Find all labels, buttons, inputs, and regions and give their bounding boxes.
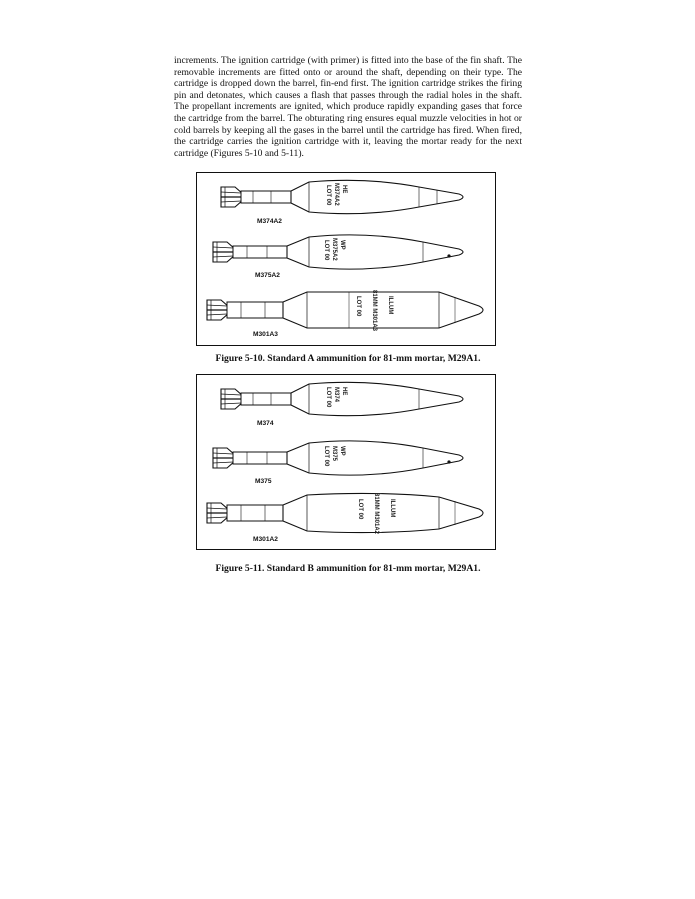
- stencil-model: 81MM M301A2: [373, 493, 379, 535]
- figure-5-11: [196, 374, 496, 550]
- stencil-type: WP: [339, 240, 345, 250]
- figure-5-10-caption: Figure 5-10. Standard A ammunition for 81-mm mortar, M29A1.: [215, 353, 481, 364]
- round-label: M374: [257, 420, 274, 427]
- body-paragraph: increments. The ignition cartridge (with primer) is fitted into the base of the fin shaft. The removable increments are fitted onto or around the shaft, depending on their type. The cartridge is dropped down the barrel, fin-end first. The ignition cartridge strikes the firing pin and detonates, which causes a flash that passes through the radial holes in the shaft. The propellant increments are ignited, which produce rapidly expanding gases that force the cartridge from the barrel. The obturating ring ensures equal muzzle velocities in hot or cold barrels by keeping all the gases in the barrel until the cartridge has fired. When fired, the cartridge carries the ignition cartridge with it, leaving the mortar ready for the next cartridge (Figures 5-10 and 5-11).: [174, 55, 522, 159]
- round-m374: [221, 382, 463, 427]
- round-m301a2: [207, 493, 483, 543]
- figure-5-11-caption: Figure 5-11. Standard B ammunition for 81-mm mortar, M29A1.: [215, 563, 481, 574]
- stencil-type: HE: [341, 185, 347, 194]
- figure-5-11-illustration: [197, 375, 495, 549]
- round-label: M301A2: [253, 536, 278, 543]
- stencil-model: M374: [333, 387, 339, 403]
- stencil-lot: LOT 00: [357, 499, 363, 520]
- stencil-model: M374A2: [333, 183, 339, 206]
- round-m301a3: [207, 290, 483, 338]
- stencil-model: M375: [331, 446, 337, 462]
- stencil-lot: LOT 00: [325, 387, 331, 408]
- figure-5-10-illustration: [197, 173, 495, 345]
- round-m375a2: [213, 235, 463, 279]
- stencil-model: 81MM M301A3: [371, 290, 377, 332]
- stencil-lot: LOT 00: [325, 185, 331, 206]
- round-m374a2: [221, 180, 463, 225]
- stencil-model: M375A2: [331, 238, 337, 261]
- stencil-lot: LOT 00: [323, 446, 329, 467]
- stencil-lot: LOT 00: [355, 296, 361, 317]
- stencil-type: HE: [341, 387, 347, 396]
- round-label: M375A2: [255, 272, 280, 279]
- stencil-type: ILLUM: [389, 499, 395, 518]
- stencil-type: ILLUM: [387, 296, 393, 315]
- round-label: M374A2: [257, 218, 282, 225]
- stencil-lot: LOT 00: [323, 240, 329, 261]
- round-label: M375: [255, 478, 272, 485]
- round-m375: [213, 441, 463, 485]
- stencil-type: WP: [339, 446, 345, 456]
- figure-5-10: [196, 172, 496, 346]
- round-label: M301A3: [253, 331, 278, 338]
